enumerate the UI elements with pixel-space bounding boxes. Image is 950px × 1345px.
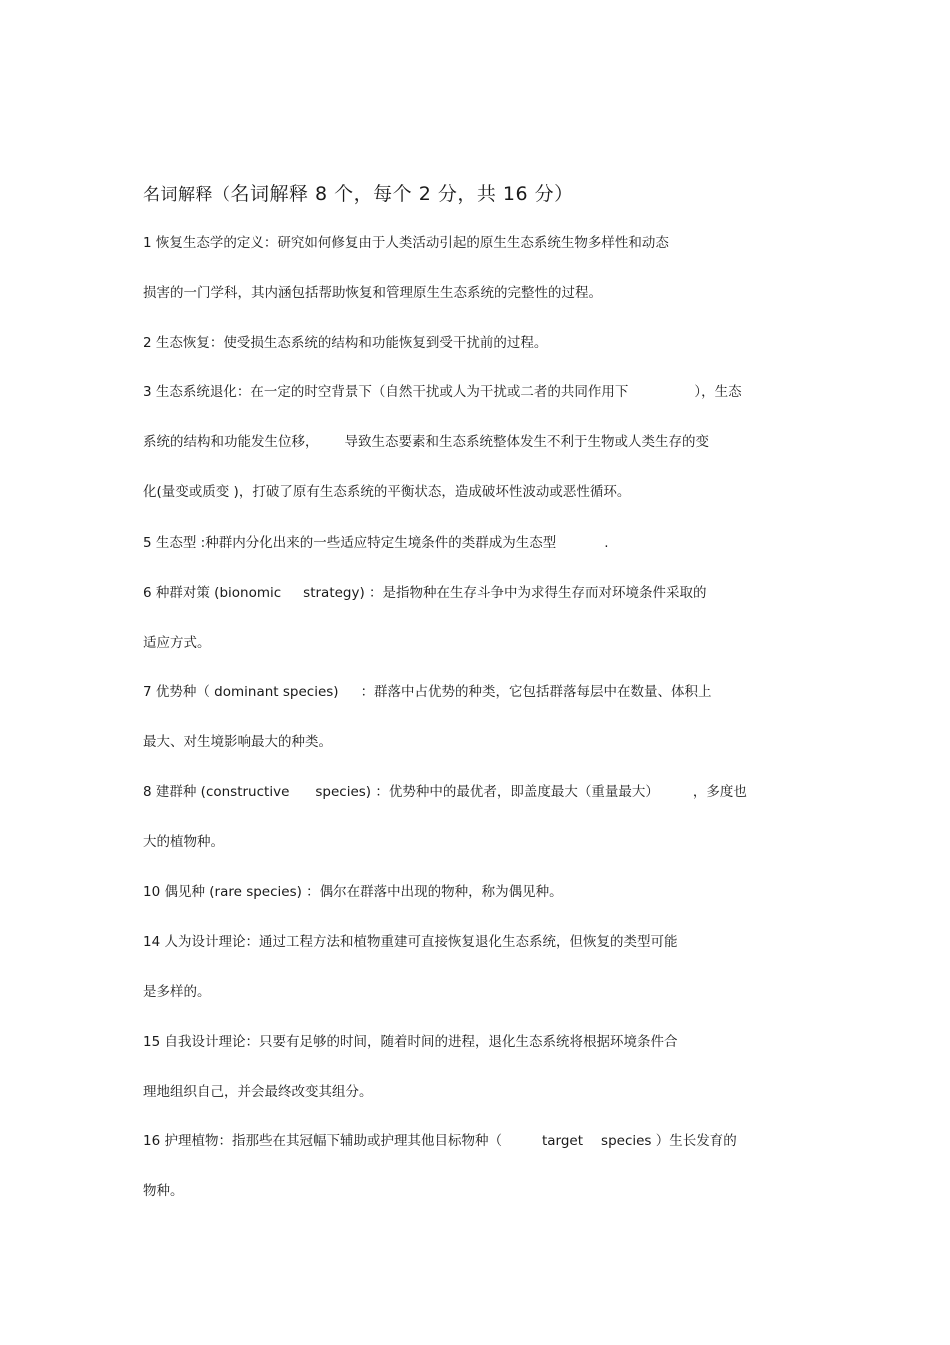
line-text: 大的植物种。 bbox=[143, 834, 224, 850]
line-text-tail: ，多度也 bbox=[692, 784, 747, 800]
line-text: 适应方式。 bbox=[143, 635, 211, 651]
heading-detail: 名词解释 8 个，每个 2 分，共 16 分） bbox=[230, 183, 574, 205]
paragraph-line bbox=[143, 782, 747, 802]
paragraph-line bbox=[143, 932, 677, 952]
paragraph-line bbox=[143, 233, 669, 253]
paragraph-line bbox=[143, 1131, 737, 1151]
line-text: 物种。 bbox=[143, 1183, 184, 1199]
line-text: 化(量变或质变 )，打破了原有生态系统的平衡状态，造成破坏性波动或恶性循环。 bbox=[143, 484, 631, 500]
line-text: 8 建群种 (constructive bbox=[143, 784, 290, 800]
line-text-tail: species ）生长发育的 bbox=[601, 1133, 737, 1149]
line-text: 14 人为设计理论：通过工程方法和植物重建可直接恢复退化生态系统，但恢复的类型可能 bbox=[143, 934, 678, 950]
line-text: 15 自我设计理论：只要有足够的时间，随着时间的进程，退化生态系统将根据环境条件合 bbox=[143, 1034, 678, 1050]
paragraph-line bbox=[143, 1032, 677, 1052]
line-text: 6 种群对策 (bionomic bbox=[143, 585, 282, 601]
line-text: 7 优势种（ dominant species) bbox=[143, 684, 339, 700]
section-heading bbox=[143, 180, 574, 209]
line-text: 损害的一门学科，其内涵包括帮助恢复和管理原生生态系统的完整性的过程。 bbox=[143, 285, 602, 301]
paragraph-line bbox=[143, 283, 602, 303]
line-text-tail: strategy) ：是指物种在生存斗争中为求得生存而对环境条件采取的 bbox=[303, 585, 707, 601]
paragraph-line bbox=[143, 482, 630, 502]
line-text-tail: 导致生态要素和生态系统整体发生不利于生物或人类生存的变 bbox=[344, 434, 709, 450]
paragraph-line bbox=[143, 882, 563, 902]
paragraph-line bbox=[143, 1181, 184, 1201]
line-text-tail: species) ：优势种中的最优者，即盖度最大（重量最大） bbox=[315, 784, 659, 800]
line-text: 1 恢复生态学的定义：研究如何修复由于人类活动引起的原生生态系统生物多样性和动态 bbox=[143, 235, 669, 251]
line-text: 是多样的。 bbox=[143, 984, 211, 1000]
line-text: 系统的结构和功能发生位移， bbox=[143, 434, 319, 450]
paragraph-line bbox=[143, 583, 707, 603]
line-text-tail: . bbox=[604, 535, 609, 551]
line-text-tail: ：群落中占优势的种类，它包括群落每层中在数量、体积上 bbox=[360, 684, 712, 700]
line-text: 2 生态恢复：使受损生态系统的结构和功能恢复到受干扰前的过程。 bbox=[143, 335, 548, 351]
paragraph-line bbox=[143, 333, 547, 353]
paragraph-line bbox=[143, 432, 709, 452]
paragraph-line bbox=[143, 982, 211, 1002]
line-text: 3 生态系统退化：在一定的时空背景下（自然干扰或人为干扰或二者的共同作用下 bbox=[143, 384, 629, 400]
paragraph-line bbox=[143, 533, 609, 553]
paragraph-line bbox=[143, 382, 742, 402]
line-text: 理地组织自己，并会最终改变其组分。 bbox=[143, 1084, 373, 1100]
heading-prefix: 名词解释（ bbox=[143, 185, 231, 205]
line-text-tail: target bbox=[541, 1133, 584, 1149]
line-text-tail: ），生态 bbox=[694, 384, 742, 400]
paragraph-line bbox=[143, 1082, 373, 1102]
paragraph-line bbox=[143, 682, 712, 702]
line-text: 16 护理植物：指那些在其冠幅下辅助或护理其他目标物种（ bbox=[143, 1133, 502, 1149]
line-text: 5 生态型 :种群内分化出来的一些适应特定生境条件的类群成为生态型 bbox=[143, 535, 557, 551]
paragraph-line bbox=[143, 732, 332, 752]
line-text: 最大、对生境影响最大的种类。 bbox=[143, 734, 332, 750]
paragraph-line bbox=[143, 633, 211, 653]
line-text: 10 偶见种 (rare species) ：偶尔在群落中出现的物种，称为偶见种。 bbox=[143, 884, 563, 900]
paragraph-line bbox=[143, 832, 224, 852]
